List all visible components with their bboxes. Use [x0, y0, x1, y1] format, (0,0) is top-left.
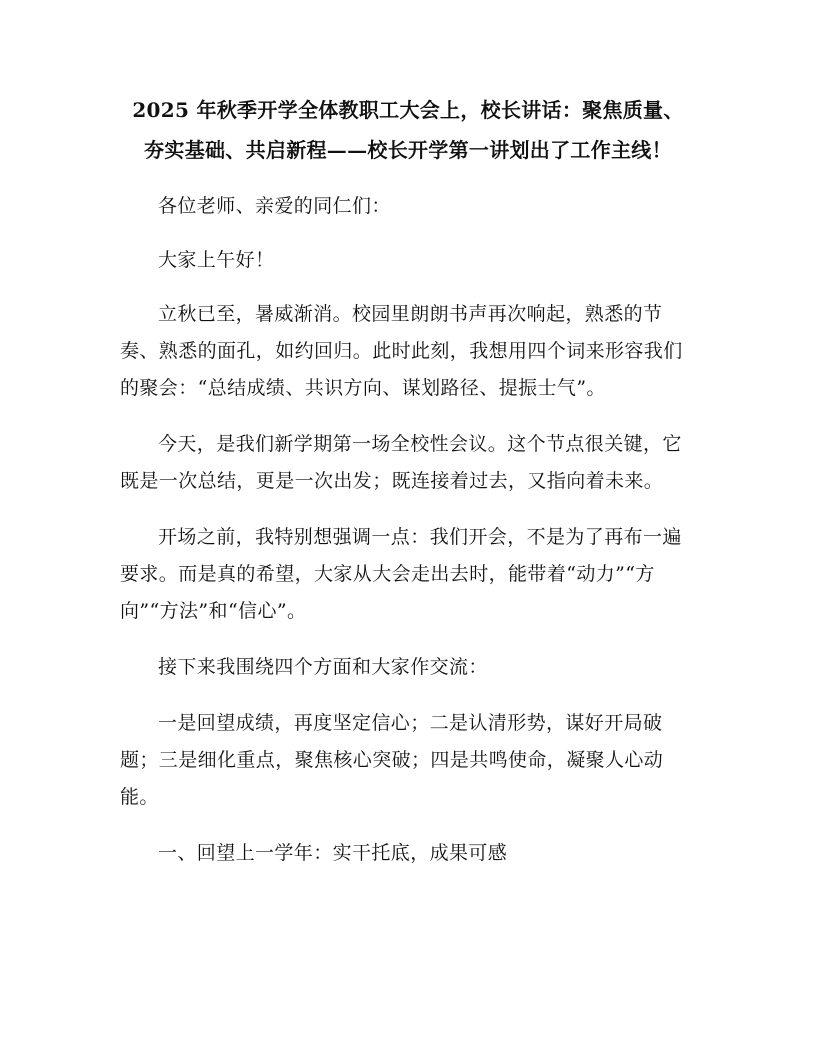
- paragraph-opening: 立秋已至，暑威渐消。校园里朗朗书声再次响起，熟悉的节奏、熟悉的面孔，如约回归。此时此刻，我想用四个词来形容我们的聚会：“总结成绩、共识方向、谋划路径、提振士气”。: [120, 303, 683, 399]
- document-body: [120, 90, 696, 872]
- section-heading-1: 一、回望上一学年：实干托底，成果可感: [158, 842, 508, 864]
- paragraph-four-points: 一是回望成绩，再度坚定信心；二是认清形势，谋好开局破题；三是细化重点，聚焦核心突破；四是共鸣使命，凝聚人心动能。: [120, 712, 664, 808]
- document-title: [120, 90, 696, 170]
- paragraph-outline-intro: 接下来我围绕四个方面和大家作交流：: [158, 656, 488, 678]
- greeting-line: 各位老师、亲爱的同仁们：: [158, 195, 391, 217]
- paragraph-meeting-significance: 今天，是我们新学期第一场全校性会议。这个节点很关键，它既是一次总结，更是一次出发；既连接着过去，又指向着未来。: [120, 433, 682, 492]
- paragraph-meeting-purpose: 开场之前，我特别想强调一点：我们开会，不是为了再布一遍要求。而是真的希望，大家从大会走出去时，能带着“动力”“方向”“方法”和“信心”。: [120, 526, 682, 622]
- title-line-2: 夯实基础、共启新程——校长开学第一讲划出了工作主线！: [144, 138, 672, 162]
- hello-line: 大家上午好！: [158, 249, 275, 271]
- title-line-1: 2025 年秋季开学全体教职工大会上，校长讲话：聚焦质量、: [132, 98, 684, 122]
